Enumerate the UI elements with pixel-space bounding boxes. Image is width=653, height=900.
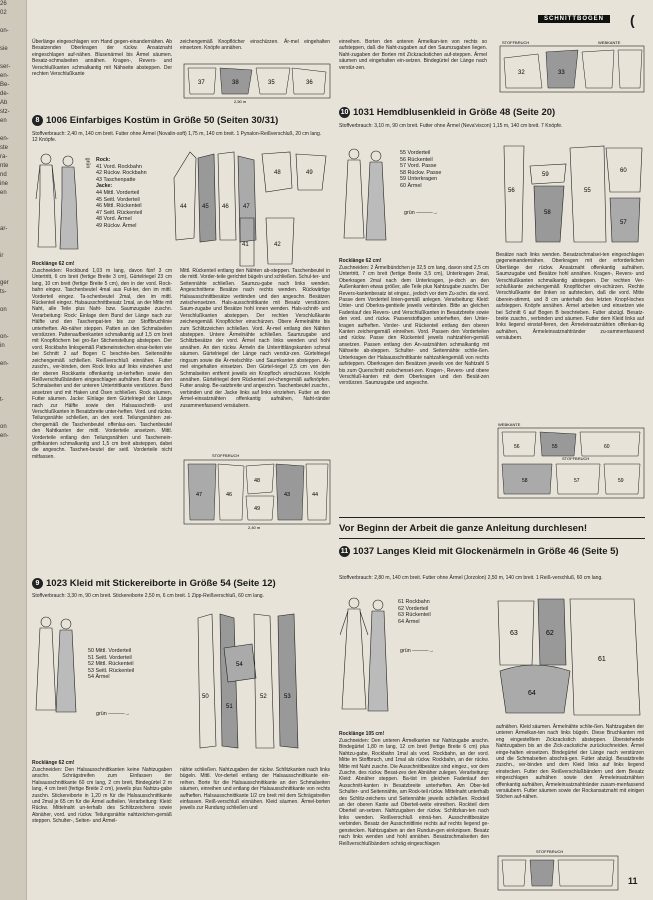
margin-fragment: en [0, 190, 7, 196]
margin-fragment: nte [0, 163, 9, 169]
svg-text:38: 38 [232, 80, 239, 86]
parts-heading: Rock: [96, 157, 111, 163]
parts-item: 64 Ärmel [398, 618, 420, 625]
margin-fragment: en [0, 118, 7, 124]
parts-item: 41 Vord. Rockbahn [96, 163, 142, 170]
parts-item: 52 Mittl. Rückenteil [88, 661, 134, 668]
margin-fragment: ar- [0, 226, 8, 232]
svg-text:41: 41 [242, 242, 249, 248]
continued-text-mid [180, 39, 330, 53]
svg-text:44: 44 [312, 492, 319, 498]
margin-fragment: t- [0, 397, 4, 403]
margin-fragment [0, 405, 26, 414]
svg-text:48: 48 [274, 170, 281, 176]
svg-text:STOFFBRUCH: STOFFBRUCH [212, 453, 240, 458]
parts-item: 53 Seitl. Rückenteil [88, 667, 135, 674]
text-block: zeichengemäß Knopflöcher einschürzen. Är-mel eingehalten einsetzen. Knöpfe annähen. [180, 39, 330, 52]
svg-text:56: 56 [508, 188, 515, 194]
margin-fragment: ste [0, 145, 9, 151]
divider [339, 517, 645, 518]
svg-text:STOFFBRUCH: STOFFBRUCH [562, 456, 590, 461]
pattern-pieces-1006 [170, 148, 330, 270]
svg-text:57: 57 [620, 220, 627, 226]
parts-item: 54 Ärmel [88, 674, 110, 681]
svg-text:48: 48 [254, 478, 261, 484]
parts-list-1006 [96, 157, 147, 230]
margin-fragment: Be- [0, 82, 10, 88]
parts-item: 44 Mittl. Vorderteil [96, 189, 140, 196]
section-title-1023 [32, 578, 276, 589]
margin-fragment [0, 243, 26, 252]
parts-item: 59 Unterkragen [400, 176, 438, 183]
cutting-layout-diagram-top-right [498, 38, 646, 98]
margin-fragment [0, 270, 26, 279]
svg-text:56: 56 [514, 444, 520, 450]
margin-fragment: Ab [0, 100, 8, 106]
svg-text:46: 46 [222, 204, 229, 210]
svg-text:60: 60 [620, 168, 627, 174]
instructions-1031-mid [339, 265, 489, 388]
page-number: 11 [628, 876, 638, 886]
parts-item: 51 Seitl. Vorderteil [88, 654, 132, 661]
parts-item: 58 Rückw. Passe [400, 169, 442, 176]
svg-text:61: 61 [598, 656, 606, 663]
margin-fragment: on [0, 307, 7, 313]
margin-fragment [0, 234, 26, 243]
fabric-requirement-1023: Stoffverbrauch: 3,30 m, 90 cm breit. Stickereiborte 2,50 m, 6 cm breit. 1 Zipp-Reißverschluß, 60 cm lang. [32, 593, 264, 599]
margin-fragment: 02 [0, 10, 7, 16]
adjacent-page-strip [0, 0, 27, 900]
parts-item: 46 Mittl. Rückenteil [96, 203, 142, 210]
cutting-layout-diagram-1037 [496, 848, 620, 894]
instructions-1037-right [496, 724, 644, 802]
margin-fragment [0, 414, 26, 423]
color-label: grün ———→ [404, 210, 438, 216]
divider [339, 538, 645, 539]
color-label: grün [84, 157, 91, 169]
instructions-1031-right [496, 252, 644, 343]
svg-text:STOFFBRUCH: STOFFBRUCH [502, 40, 530, 45]
margin-fragment: ser- [0, 64, 11, 70]
parts-item: 42 Rückw. Rockbahn [96, 170, 147, 177]
margin-fragment [0, 441, 26, 450]
margin-fragment: ts- [0, 289, 7, 295]
continued-text-left [32, 39, 172, 78]
text-block: Mittl. Rückenteil entlang den Nähten ab-steppen. Taschenbeutel in die mittl. Vorder-teile gerichtet bügeln und schließen. Schul-ter- und Seitennähte schließen. Saumzu-gabe nach links wenden. Angeschnittene Besätze nach rechts wenden. Rückwärtige Halsausschnittbesätze verbinden und den angeschn. Besätzen zwischensetzen. Hals-ausschnittkante mit Besatz verstürzen. Saum-zugabe und Besätze hohl innen wenden. Hals-schnitt- und Verschlußkanten absteppen. Der rechten Verschlußkante zeichengemäß Knopflöcher einschürzen. Obere Ärmelnähte bis zum Schlitzzeichen schließen. Vord. Är-mel entlang den Nähten absteppen. Untere Ärmelnähte schließen. Saumzugabe und Schlitzbesätze der vord. Ärmel nach links wenden und hohl annähen. An den rückw. Ärmeln die Unterrittlängskanten schmal säumen. Gürtelriegel der Länge nach verstür-zen. Gürtelriegel ringsum sowie die Är-melschlitz- und Saumkanten absteppen. Är-mel eingehalten einsetzen. Den Gürtel-riegel 2,5 cm von den Schmalseiten entfernt jeweils ein Knopfloch einschürzen. Knöpfe annähen. Gürtelriegel dem Rückenteil zei-chengemäß aufknöpfen. Futter analog. Be-satzbreite und angeschn. Taschenbeutel zuschn., verbinden und der Jacke links auf links einziehen. Futter an den Ärmel-einsatznähten offenkantig aufnähen, Naht-ränder zusammenfassend versäubern. [180, 268, 330, 409]
section-number-badge: 11 [340, 548, 349, 555]
svg-text:50: 50 [202, 694, 209, 700]
svg-text:35: 35 [268, 80, 275, 86]
svg-text:45: 45 [202, 204, 209, 210]
margin-fragment: on- [0, 28, 9, 34]
pattern-pieces-1037 [494, 595, 646, 719]
margin-fragment: de- [0, 91, 9, 97]
text-block: Zuschneiden: Rockbund 1,03 m lang, davon fünf 3 cm Untertritt, 6 cm breit (fertige Breite 3 cm), Gürtelriegel 23 cm lang, 10 cm breit (fertige Breite 5 cm), den in der vord. Rock-bahn eingez. Taschenbeutel 4mal aus Fut-ter, den im mittl. Vorderteil eingez. Ta-schenbeutel 2mal, den im mittl. Rückenteil eingez. Halsausschnittbesatz 1mal, an der Mitte mit Naht, alle Teile plus Naht- bzw. Saumzugabe zuschn. Verarbeitung: Rock: Einlage dem Bund der Länge nach zur Hälfte und den Taschenpat-ten bis zur Stoffbruchlinie unterheften. Ab-näher steppen. Patten an den Schmalseiten verstürzen. Pattenaufbenkanten schmalkantig auf 1,5 cm breit mit Knopflöchern bei gro-ßer Stichenstellung absteppen. Der vord. Rockbahn linksgemäß Patteneinstechen einar-beiten wie bei Schnitt 2 auf Bogen C beschrie-ben. Seitennähte zeichengemäß schließen. Reißverschluß einnähen. Futter zuschn., ver-binden, dem Rock links auf links einziehen und der oberen Rockkante offenkantig un-terheften sowie den Reißverschlußbändern eingeschlagen aufnähen. Bund an den Schmalseiten und der unteren Untertrittkante verstürzen. Bund ansetzen und mit Haken und Ösen schließen. Rock säumen, Futter säumen. Jacke: Einlage dem Gürtelriegel der Länge nach zur Hälfte sowie den Halsausschnitt- und Verschlußkanten in Besatzbreite unter-heften. Vord. und rückw. Teilungsnähte schließen, an den vord. Teilungsnähten zei-chengemäß die Taschenbeutel offenlas-sen. Taschenbeutel den Nahtkanten der mittl. Vorderteile ansetzen. Mittl. Vorderteile entlang den Teilungsnähten und Taschenein-griffskanten schmalkantig und 1,5 cm breit absteppen, dabei die angeschn. Taschen-beutel der seitl. Vorderteile nicht mitfassen. [32, 268, 172, 460]
fabric-requirement-1031: Stoffverbrauch: 3,10 m, 90 cm breit. Futter ohne Ärmel (Neva'viscon) 1,15 m, 140 cm breit. 7 Knöpfe. [339, 123, 563, 129]
continued-text-right [339, 39, 487, 72]
svg-text:46: 46 [226, 492, 233, 498]
parts-item: 47 Seitl. Rückenteil [96, 209, 143, 216]
length-note-1006: Rocklänge 62 cm! [32, 261, 75, 267]
section-title-text: 1037 Langes Kleid mit Glockenärmeln in Größe 46 (Seite 5) [353, 546, 619, 558]
svg-text:51: 51 [226, 704, 233, 710]
svg-text:42: 42 [274, 242, 281, 248]
instructions-1023-mid [180, 767, 330, 813]
svg-text:62: 62 [546, 630, 554, 637]
color-label: grün ———→ [96, 711, 130, 717]
text-block: einreihen. Borten den unteren Ärmelkan-ten von rechts so aufsteppen, daß die Naht-zugaben auf den Saumzugaben liegen. Naht-zugaben der Borten mit Zickzackstichen auf-steppen. Ärmel säumen und eingehalten ein-setzen. Bindegürtel der Länge nach verstür-zen. [339, 39, 487, 71]
margin-fragment: stz- [0, 109, 10, 115]
svg-text:WEBKANTE: WEBKANTE [598, 40, 621, 45]
margin-fragment [0, 369, 26, 378]
margin-fragment: ine [0, 181, 9, 187]
svg-text:52: 52 [260, 694, 267, 700]
fabric-requirement-1037: Stoffverbrauch: 2,80 m, 140 cm breit. Futter ohne Ärmel (Jorzolon) 2,50 m, 140 cm breit. 1 Reiß-verschluß, 60 cm lang. [339, 575, 603, 581]
warning-headline: Vor Beginn der Arbeit die ganze Anleitung durchlesen! [339, 523, 588, 534]
margin-fragment: in [0, 343, 5, 349]
parts-item: 62 Vorderteil [398, 605, 429, 612]
margin-fragment [0, 324, 26, 333]
cutting-layout-diagram-1006 [182, 452, 332, 530]
svg-text:49: 49 [306, 170, 313, 176]
margin-fragment: sie [0, 46, 8, 52]
margin-fragment: en- [0, 73, 9, 79]
parts-list-1031 [400, 150, 441, 190]
cutting-layout-diagram-top [182, 58, 332, 104]
fashion-illustration-1006 [34, 151, 80, 255]
instructions-1006-left [32, 268, 172, 461]
svg-text:64: 64 [528, 690, 536, 697]
margin-fragment [0, 351, 26, 360]
svg-text:43: 43 [284, 492, 291, 498]
svg-text:54: 54 [236, 662, 243, 668]
svg-text:49: 49 [254, 506, 261, 512]
svg-text:58: 58 [544, 210, 551, 216]
parts-item: 45 Seitl. Vorderteil [96, 196, 140, 203]
page-header [520, 10, 653, 28]
svg-text:55: 55 [584, 188, 591, 194]
svg-text:47: 47 [196, 492, 203, 498]
fashion-illustration-1023 [34, 614, 78, 718]
svg-text:32: 32 [518, 70, 525, 76]
section-title-text: 1031 Hemdblusenkleid in Größe 48 (Seite 20) [353, 107, 556, 119]
svg-text:58: 58 [522, 478, 528, 484]
svg-text:36: 36 [306, 80, 313, 86]
section-title-1006 [32, 115, 278, 126]
pattern-pieces-1023 [194, 608, 328, 752]
margin-fragment [0, 216, 26, 225]
color-label-text: grün [96, 711, 107, 717]
svg-text:STOFFBRUCH: STOFFBRUCH [536, 849, 564, 854]
margin-fragment [0, 126, 26, 135]
section-number-badge: 10 [340, 109, 349, 116]
parts-item: 60 Ärmel [400, 182, 422, 189]
text-block: Überlänge eingeschlagen von Hand gegen-einandernähen. Ab Besatzenden Oberkragen der rückw. Ansatznaht eingeschlagen auf-nähen. Blusenärmel bis Ärmel säumen. Besatz-schmalseiten annähen. Kragen-, Revers- und Verschlußkanten schmalkantig mit Nähseite absteppen. Der rechten Verschlußkante [32, 39, 172, 78]
length-note-1031: Rocklänge 62 cm! [339, 258, 382, 264]
text-block: Zuschneiden: Den unteren Ärmelkanten nur Nahtzugabe anschn. Bindegürtel 1,80 m lang, 12 cm breit (fertige Breite 6 cm) plus Nahtzu-gabe, Rockbahn 1mal als vord. Rockbahn, an der vord. Mitte im Stoffbruch, und 1mal als rückw. Rockbahn, an der rückw. Mitte mit Naht zuschn. Die Ausschnittbesätze sind eingez., vor dem Zuschn. des rückw. Besat-zes den Abnäher zulegen. Verarbeitung: Kleid: Abnäher steppen. Ba-tist im gleichen Fadenlauf den Ausschnitt-kanten in Besatzbreite unterheften. Am Ober-teil Schulter- und Seitennähte, am Rock-teil rückw. Mittelnaht unterhalb des Schlitz-zeichens und Seitennähte jeweils schließen. Rockteil an der oberen Kante auf Oberteil-weite einreihen. Rockteil dem Oberteil an-setzen. Nahtzugaben der rückw. Schlitzkan-ten nach links wenden. Reißverschluß einnä-hen. Ausschnittbesätze verbinden. Besatz der Ausschnittlinie rechts auf rechts liegend ge-genstecken. Nahtzugaben an den Rundun-gen einknipsen. Besatz nach links wenden und hohl annähen. Besatzschmalseiten den Reißverschlußbändern schräg eingeschlagen [339, 738, 489, 847]
parts-item: 56 Rückenteil [400, 156, 433, 163]
margin-fragment [0, 198, 26, 207]
margin-fragment [0, 450, 26, 459]
parts-list-1037 [398, 599, 431, 625]
text-block: Besätze nach links wenden. Besatzschmalsei-ten eingeschlagen gegeneinandernähen. Oberkragen mit der erforderlichen Überlänge der rückw. Ansatznaht offenkantig aufnähen. Saumzugabe und Besätze hohl annähen. Kragen-, Revers- und Verschlußkanten schmalkantig absteppen. Der rechten Ver-schlußkante zeichengemäß Knopflöcher ein-schürzen. Rechte Verschlußkante der linken so aufstecken, daß die vord. Mitte überein-stimmt, und 8 cm unterhalb des letzten Knopf-loches aufsteppen. Knöpfe annähen. Ärmel arbeiten und einsetzen wie bei Schnitt 6 auf Bogen B beschrieben. Futter abzügl. Besatz-breite zuschn., verbinden und säumen. Futter dem Kleid links auf links liegend einstaf-fieren, den Ärmeleinsatznähten offenkan-tig aufnähen, Ärmeleinsatznahtränder zu-sammenfassend versäubern. [496, 252, 644, 342]
fashion-illustration-1031 [340, 146, 390, 246]
parts-item: 61 Rockbahn [398, 599, 430, 605]
margin-fragment: en- [0, 361, 9, 367]
margin-fragment [0, 315, 26, 324]
svg-text:57: 57 [574, 478, 580, 484]
length-note-1037: Rocklänge 105 cm! [339, 731, 385, 737]
parts-item: 57 Vord. Passe [400, 163, 437, 170]
length-note-1023: Rocklänge 62 cm! [32, 760, 75, 766]
instructions-1023-left [32, 767, 172, 826]
svg-text:44: 44 [180, 204, 187, 210]
text-block: Zuschneiden: 2 Ärmelbündchen je 32,5 cm lang, davon sind 2,5 cm Untertritt, 7 cm breit (fertige Breite 3,5 cm), Unterkragen 2mal, Oberkragen 2mal nach dem Unterkragen, je-doch an den Außenkanten etwas größer, alle Teile plus Nahtzugabe zuschn. Der Revers-kantenbesatz ist eingez., jedoch vor dem Zu-schn. die vord. Passe dem Vorderteil linien-gemäß anlegen. Verarbeitung: Kleid: Unter- und Oberkra-gentteile jeweils verbinden. Bitte an gleichen Fadenlauf des Revers- und Verschlußkanten in Besatzbreite sowie den vord. und rückw. Passenstoffagen unterheften, den Unter-kragen aufheften. Vorder- und Rückenteil entlang den oberen Kanten zeichengemäß einreihen. Vord. Passen den Vorderteilen und rückw. Passe den Rückenteil jeweils nahtzahlen-gemäß ansetzen. Passen entlang den An-satznähten schmalkantig mit Nähseite ab-steppen. Schulter- und Seitennähte schlie-ßen. Unterkragen der Halsausschnittkante nahtzahlengemäß von rechts aufsteppen. Oberkragen den Besätzen jeweils von der Nahtzahl 5 bis zum Querschnitt zwischenset-zen. Kragen-, Revers- und obere Verschluß-kanten mit dem Oberkragen und den Besät-zen verstürzen. Saumzugabe und angeschn. [339, 265, 489, 387]
margin-fragment [0, 207, 26, 216]
instructions-1006-mid [180, 268, 330, 410]
margin-fragment [0, 378, 26, 387]
margin-fragment [0, 297, 26, 306]
margin-fragment: en- [0, 136, 9, 142]
parts-item: 48 Vord. Ärmel [96, 216, 132, 223]
svg-text:63: 63 [510, 630, 518, 637]
margin-fragment: on- [0, 334, 9, 340]
cutting-layout-diagram-1031 [496, 420, 646, 502]
svg-text:59: 59 [618, 478, 624, 484]
instructions-1037-mid [339, 738, 489, 848]
svg-text:55: 55 [552, 444, 558, 450]
parts-item: 55 Vorderteil [400, 150, 431, 156]
color-label-text: grün [400, 648, 411, 654]
header-bracket-icon: ( [630, 12, 635, 28]
margin-fragment [0, 36, 26, 45]
svg-text:37: 37 [198, 80, 205, 86]
fabric-requirement-1006: Stoffverbrauch: 2,40 m, 140 cm breit. Futter ohne Ärmel (Novalin-soft) 1,75 m, 140 cm breit. 1 Pynalon-Reißverschluß, 20 cm lang. 12 Knöpfe. [32, 131, 322, 144]
margin-fragment: on [0, 424, 7, 430]
color-label-text: grün [404, 210, 415, 216]
section-title-1031 [339, 107, 555, 118]
section-title-1037 [339, 546, 619, 557]
text-block: nähte schließen. Nahtzugaben der rückw. Schlitzkanten nach links bügeln. Mittl. Vor-derteil entlang der Halsausschnittkante ein-reihen. Borte für die Halsausschnittkante an den Schmalseiten säumen, einreihen und entlang der Halsausschnittkante von rechts aufheften. Halsausschnittkante 1/2 cm breit mit dem Schrägstreifen einfassen. Reiß-verschluß einnähen. Kleid säumen. Ärmel-borten jeweils zur Rundung schließen und [180, 767, 330, 812]
margin-fragment: nd [0, 172, 7, 178]
parts-item: 49 Rückw. Ärmel [96, 222, 137, 229]
svg-text:33: 33 [558, 70, 565, 76]
text-block: aufnähen. Kleid säumen. Ärmelnähte schlie-ßen. Nahtzugaben der unteren Ärmelkan-ten nach links bügeln. Diese Bruchkanten mit eng eingestelltem Zickzackstich absteppen. Überstehende Nahtzugaben bis an die Zick-zackstiche zurückschneiden. Ärmel einge-halten einsetzen. Bindegürtel der Länge nach verstürzen und die Schmalseiten abschrä-gen. Futter abzügl. Besatzbreite zuschn., ver-binden und dem Kleid links auf links liegend einstecken. Futter den Reißverschlußbändern und dem Besatz eingeschlagen aufnähen sowie den Ärmeleinsatznähten offenkantig aufnähen, Ärmeleinsatznahtränder zusam-menfassend versäubern. Futter säumen sowie der Rockansatznaht mit einigen Stichen auf-nähen. [496, 724, 644, 801]
fashion-illustration-1037 [340, 595, 390, 715]
schnittbogen-tag: SCHNITTBOGEN [538, 15, 610, 23]
section-title-text: 1006 Einfarbiges Kostüm in Größe 50 (Seiten 30/31) [46, 115, 279, 127]
svg-text:47: 47 [243, 204, 250, 210]
pattern-pieces-1031 [494, 142, 646, 252]
svg-text:60: 60 [604, 444, 610, 450]
parts-item: 63 Rückenteil [398, 612, 431, 619]
section-number-badge: 9 [32, 578, 43, 589]
parts-list-1023 [88, 648, 134, 681]
parts-item: 50 Mittl. Vorderteil [88, 648, 132, 654]
parts-item: 43 Taschenpatte [96, 176, 136, 183]
parts-heading: Jacke: [96, 183, 113, 190]
margin-fragment: ger [0, 280, 9, 286]
svg-text:2,50 m: 2,50 m [234, 99, 247, 104]
margin-fragment [0, 54, 26, 63]
svg-text:59: 59 [542, 172, 549, 178]
margin-fragment: en- [0, 433, 9, 439]
svg-text:WEBKANTE: WEBKANTE [498, 422, 521, 427]
margin-fragment: 26 [0, 1, 7, 7]
section-number-badge: 8 [32, 115, 43, 126]
margin-fragment [0, 261, 26, 270]
margin-fragment: ra- [0, 154, 8, 160]
text-block: Zuschneiden: Den Halsausschnittkanten keine Nahtzugaben anschn. Schrägstreifen zum Einfassen der Halsausschnittkante 60 cm lang, 2 cm breit, Bindegürtel 2 m lang, 4 cm breit (fertige Breite 2 cm), jeweils plus Nahtzu-gabe zuschn. Stickereiborte in 1,20 m für die Halsausschnittkante und 2mal je 65 cm für die Ärmel aufteilen. Verarbeitung: Kleid: Rückw. Mittelnaht un-terhalb des Schlitzzeichens sowie Abnäher, vord. und rückw. Teilungsnähte nahtzeichen-gemäß steppen. Schulter-, Seiten- und Ärmel- [32, 767, 172, 825]
margin-fragment [0, 387, 26, 396]
svg-text:2,40 m: 2,40 m [248, 525, 261, 530]
svg-text:53: 53 [284, 694, 291, 700]
margin-fragment: ir [0, 253, 4, 259]
margin-fragment [0, 18, 26, 27]
section-title-text: 1023 Kleid mit Stickereiborte in Größe 54 (Seite 12) [46, 578, 276, 590]
color-label: grün ———→ [400, 648, 434, 654]
